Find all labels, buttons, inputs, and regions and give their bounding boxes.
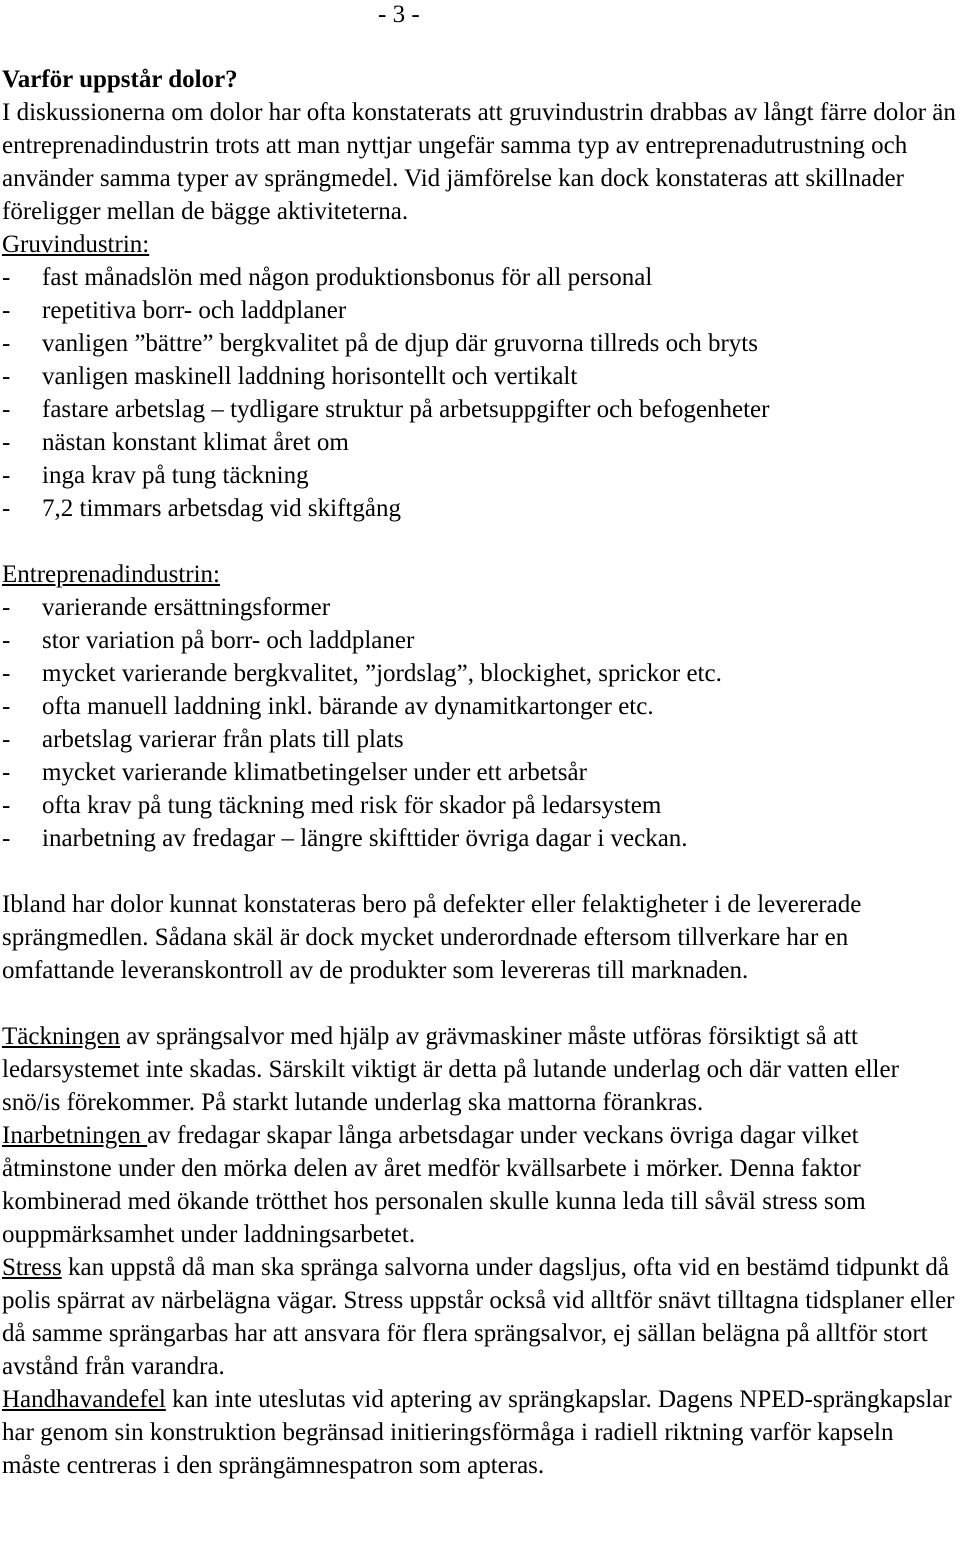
covering-term: Täckningen [2, 1023, 121, 1050]
list-marker: - [2, 792, 11, 819]
list-item [2, 261, 957, 294]
list-item-text: inarbetning av fredagar – längre skifttider övriga dagar i veckan. [42, 825, 688, 852]
list-marker: - [2, 759, 11, 786]
list-item-text: fastare arbetslag – tydligare struktur på arbetsuppgifter och befogenheter [42, 396, 770, 423]
list-marker: - [2, 363, 11, 390]
list-marker: - [2, 264, 11, 291]
list-marker: - [2, 660, 11, 687]
list-item [2, 624, 957, 657]
spacer [2, 855, 957, 888]
list-marker: - [2, 627, 11, 654]
list-marker: - [2, 429, 11, 456]
mining-list-heading: Gruvindustrin: [2, 231, 150, 258]
list-item-text: vanligen maskinell laddning horisontellt och vertikalt [42, 363, 578, 390]
mining-list [2, 261, 957, 525]
list-item [2, 426, 957, 459]
friday-work-term: Inarbetningen [2, 1122, 148, 1149]
list-marker: - [2, 825, 11, 852]
contracting-list-heading: Entreprenadindustrin: [2, 561, 220, 588]
list-item-text: 7,2 timmars arbetsdag vid skiftgång [42, 495, 401, 522]
list-item [2, 591, 957, 624]
list-item-text: inga krav på tung täckning [42, 462, 309, 489]
handling-error-paragraph [2, 1383, 957, 1482]
intro-paragraph: I diskussionerna om dolor har ofta konstaterats att gruvindustrin drabbas av långt färre dolor än entreprenadindustrin trots att man nyttjar ungefär samma typ av entreprenadutrustning och använder samma typer av sprängmedel. Vid jämförelse kan dock konstateras att skillnader föreligger mellan de bägge aktiviteterna. [2, 99, 956, 225]
list-marker: - [2, 726, 11, 753]
list-item [2, 294, 957, 327]
contracting-list [2, 591, 957, 855]
list-marker: - [2, 330, 11, 357]
list-item-text: nästan konstant klimat året om [42, 429, 349, 456]
list-item-text: vanligen ”bättre” bergkvalitet på de djup där gruvorna tillreds och bryts [42, 330, 758, 357]
list-item [2, 360, 957, 393]
document-body [2, 63, 957, 1482]
stress-paragraph [2, 1251, 957, 1383]
covering-paragraph [2, 1020, 957, 1119]
page-number: - 3 - [378, 1, 420, 28]
handling-error-text: kan inte uteslutas vid aptering av sprängkapslar. Dagens NPED-sprängkapslar har genom sin konstruktion begränsad initieringsförmåga i radiell riktning varför kapseln måste centreras i den sprängämnespatron som apteras. [2, 1386, 952, 1479]
list-marker: - [2, 495, 11, 522]
list-item [2, 723, 957, 756]
handling-error-term: Handhavandefel [2, 1386, 166, 1413]
list-item-text: fast månadslön med någon produktionsbonus för all personal [42, 264, 653, 291]
defects-paragraph: Ibland har dolor kunnat konstateras bero på defekter eller felaktigheter i de levererade sprängmedlen. Sådana skäl är dock mycket underordnade eftersom tillverkare har en omfattande leveranskontroll av de produkter som levereras till marknaden. [2, 891, 862, 984]
list-item-text: stor variation på borr- och laddplaner [42, 627, 415, 654]
stress-text: kan uppstå då man ska spränga salvorna under dagsljus, ofta vid en bestämd tidpunkt då polis spärrat av närbelägna vägar. Stress uppstår också vid alltför snävt tilltagna tidsplaner eller då samme sprängarbas har att ansvara för flera sprängsalvor, ej sällan belägna på alltför stort avstånd från varandra. [2, 1254, 955, 1380]
friday-work-text: av fredagar skapar långa arbetsdagar under veckans övriga dagar vilket åtminstone under den mörka delen av året medför kvällsarbete i mörker. Denna faktor kombinerad med ökande trötthet hos personalen skulle kunna leda till såväl stress som ouppmärksamhet under laddningsarbetet. [2, 1122, 866, 1248]
list-item-text: repetitiva borr- och laddplaner [42, 297, 347, 324]
list-marker: - [2, 297, 11, 324]
list-item-text: mycket varierande klimatbetingelser under ett arbetsår [42, 759, 587, 786]
covering-text: av sprängsalvor med hjälp av grävmaskiner måste utföras försiktigt så att ledarsystemet inte skadas. Särskilt viktigt är detta på lutande underlag och där vatten eller snö/is förekommer. På starkt lutande underlag ska mattorna förankras. [2, 1023, 899, 1116]
list-marker: - [2, 693, 11, 720]
list-item [2, 756, 957, 789]
section-heading: Varför uppstår dolor? [2, 66, 238, 93]
list-marker: - [2, 594, 11, 621]
list-item [2, 459, 957, 492]
list-item [2, 657, 957, 690]
list-item [2, 690, 957, 723]
list-item [2, 789, 957, 822]
list-item-text: ofta krav på tung täckning med risk för skador på ledarsystem [42, 792, 662, 819]
stress-term: Stress [2, 1254, 62, 1281]
friday-work-paragraph [2, 1119, 957, 1251]
list-item-text: ofta manuell laddning inkl. bärande av dynamitkartonger etc. [42, 693, 654, 720]
list-item-text: mycket varierande bergkvalitet, ”jordslag”, blockighet, sprickor etc. [42, 660, 722, 687]
list-item-text: varierande ersättningsformer [42, 594, 331, 621]
list-item [2, 492, 957, 525]
list-marker: - [2, 396, 11, 423]
list-item [2, 393, 957, 426]
list-marker: - [2, 462, 11, 489]
list-item-text: arbetslag varierar från plats till plats [42, 726, 404, 753]
spacer [2, 987, 957, 1020]
list-item [2, 822, 957, 855]
spacer [2, 525, 957, 558]
list-item [2, 327, 957, 360]
